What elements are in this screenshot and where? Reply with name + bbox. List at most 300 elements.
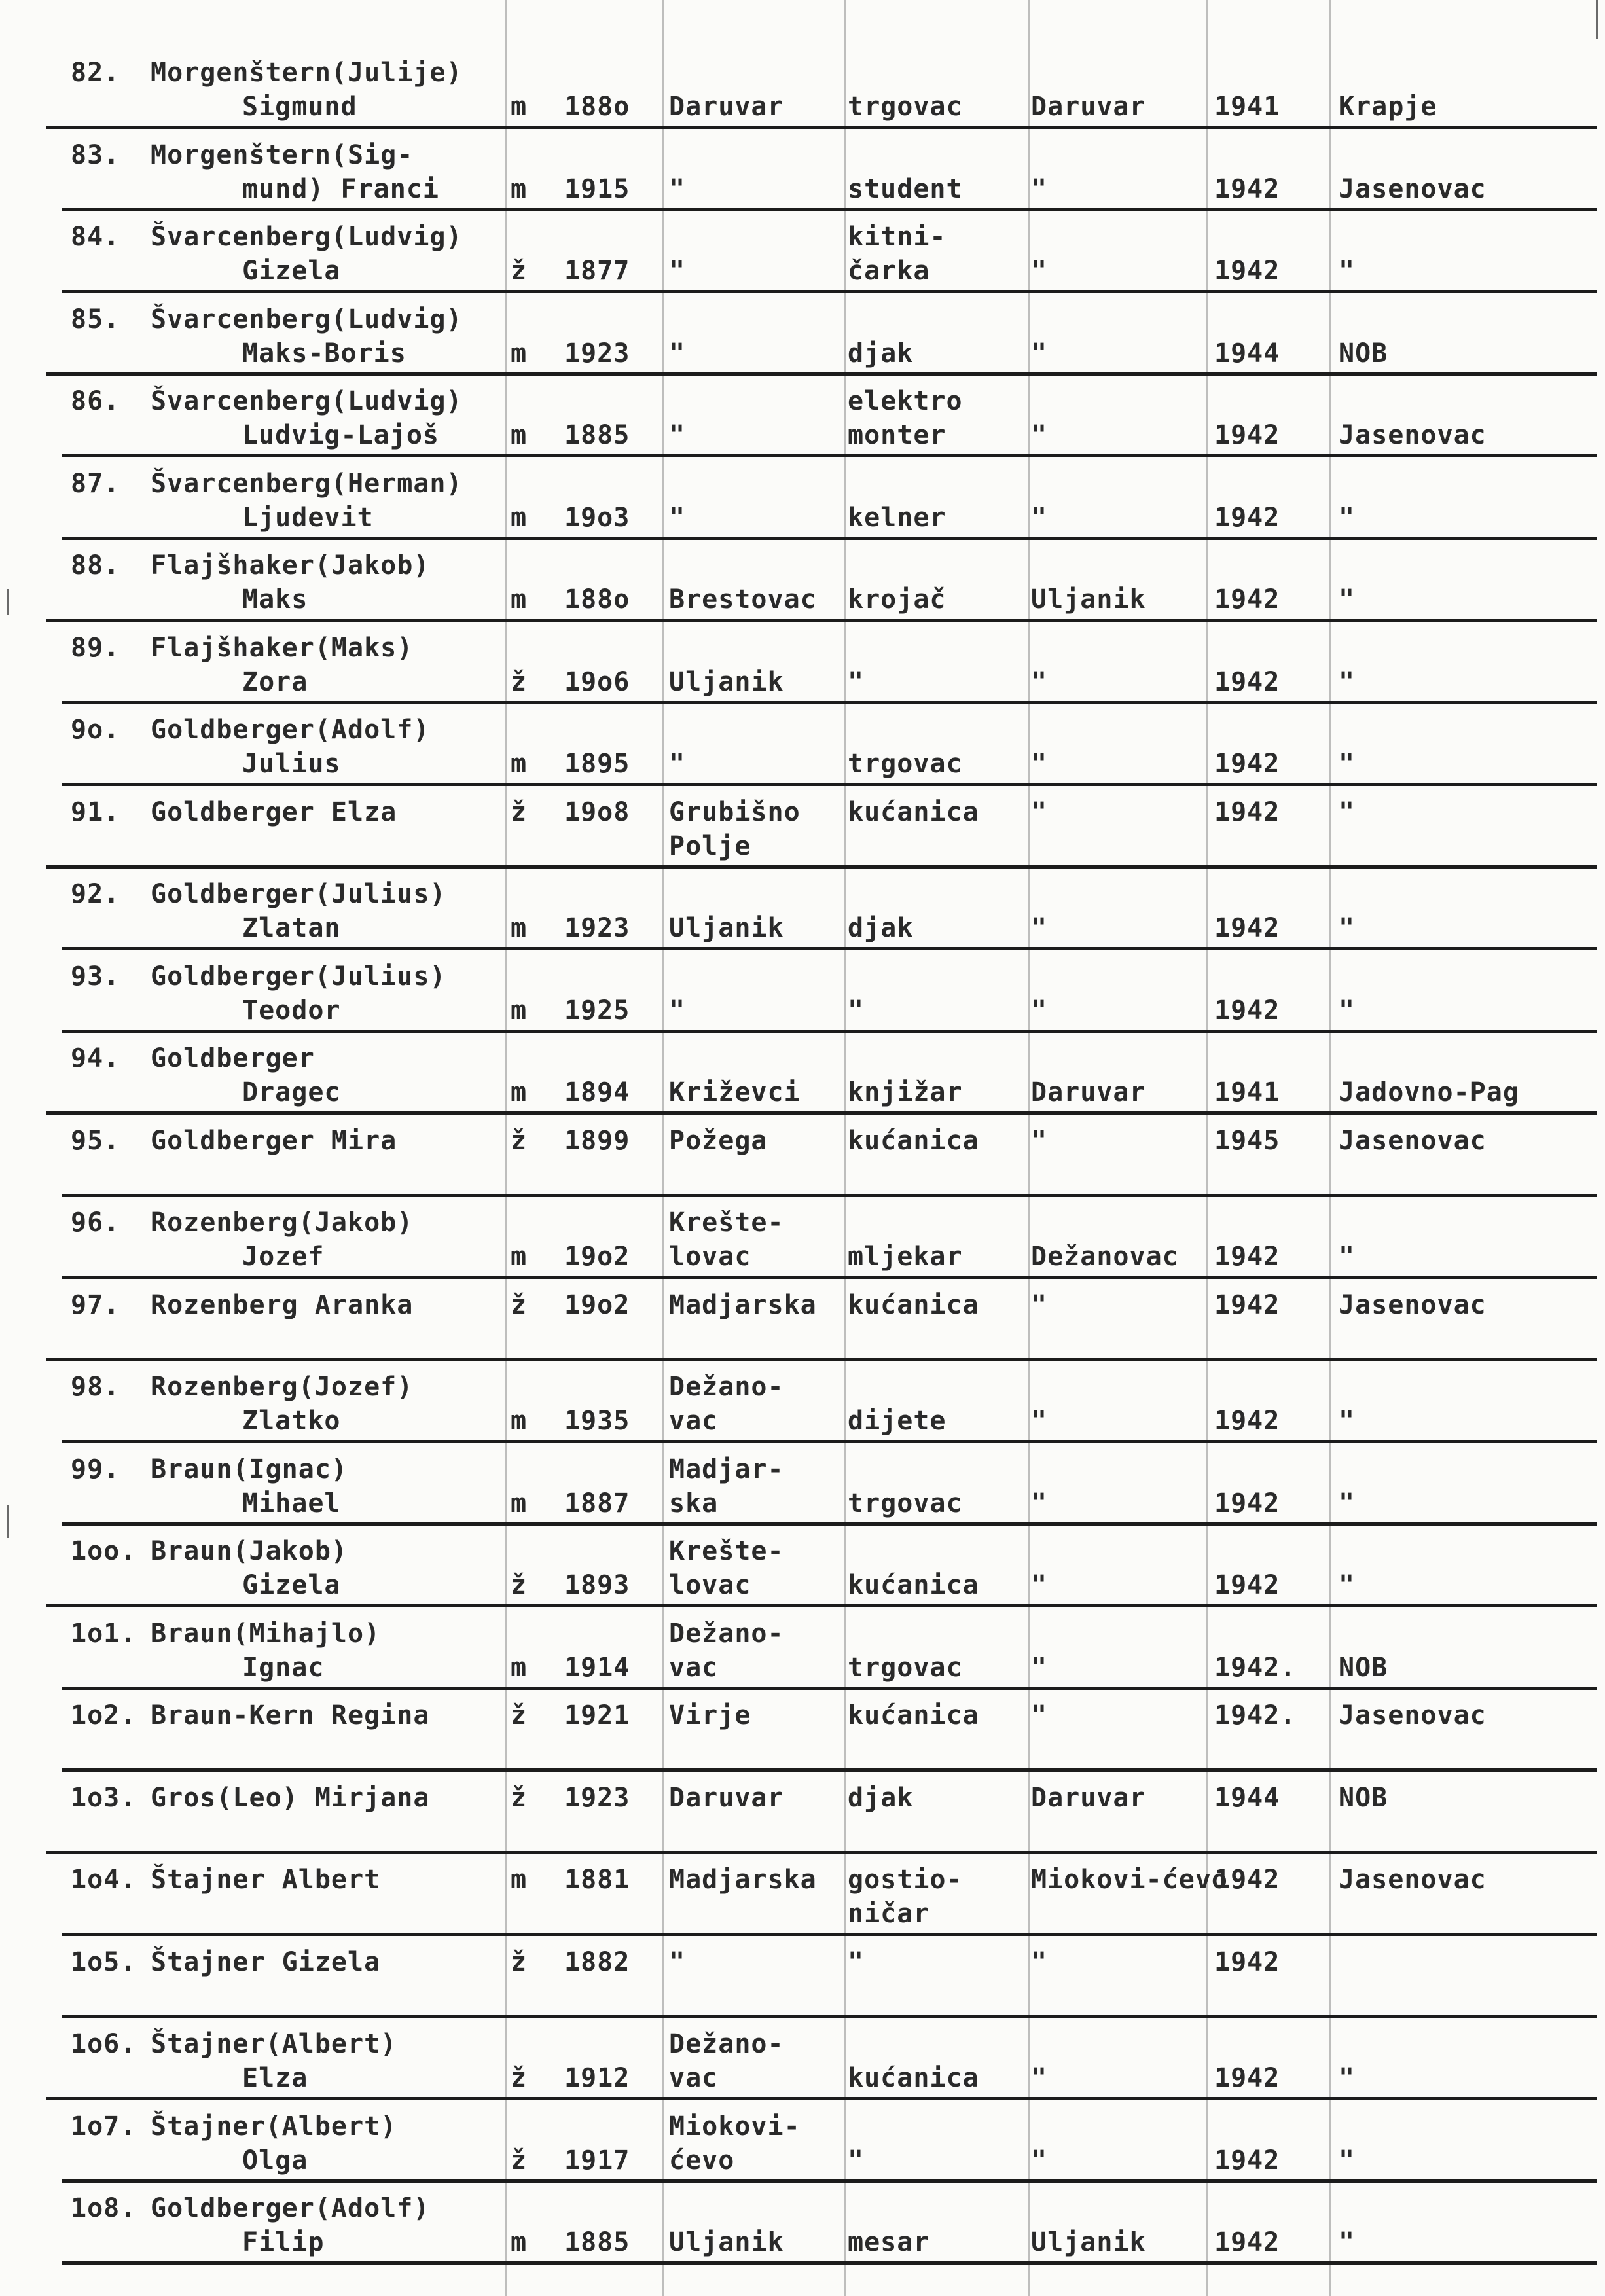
record-fate: " <box>1339 1570 1356 1600</box>
record-sex: m <box>511 1406 528 1436</box>
record-death-year: 1942 <box>1214 1289 1280 1320</box>
record-name-line2: Julius <box>242 749 341 779</box>
record-number: 93. <box>71 961 120 992</box>
row-underline <box>46 865 1597 869</box>
record-number: 88. <box>71 550 120 581</box>
record-death-year: 1942. <box>1214 1652 1297 1683</box>
record-name-line2: Maks <box>242 584 308 615</box>
record-row <box>0 545 1605 627</box>
record-death-year: 1942 <box>1214 584 1280 615</box>
record-fate: Jasenovac <box>1339 1700 1487 1731</box>
record-occupation-line1: gostio- <box>848 1865 963 1895</box>
record-sex: m <box>511 1077 528 1107</box>
record-residence: " <box>1031 420 1048 450</box>
record-birth-year: 19o2 <box>564 1242 630 1272</box>
record-death-year: 1944 <box>1214 1782 1280 1813</box>
record-birthplace-line2: ćevo <box>669 2145 735 2176</box>
row-underline <box>62 290 1597 293</box>
record-occupation: " <box>848 666 865 697</box>
record-sex: m <box>511 913 528 943</box>
record-birth-year: 1881 <box>564 1865 630 1895</box>
record-birthplace: Madjarska <box>669 1865 817 1895</box>
record-occupation-line2: čarka <box>848 256 930 286</box>
record-name-line1: Braun(Mihajlo) <box>151 1618 381 1649</box>
record-birthplace: Daruvar <box>669 1782 784 1813</box>
record-death-year: 1942 <box>1214 1946 1280 1977</box>
record-sex: m <box>511 1242 528 1272</box>
record-birth-year: 1877 <box>564 256 630 286</box>
record-number: 96. <box>71 1208 120 1238</box>
record-fate: " <box>1339 584 1356 615</box>
record-sex: m <box>511 502 528 533</box>
record-name-line1: Flajšhaker(Jakob) <box>151 550 430 581</box>
record-name-line1: Morgenštern(Sig- <box>151 139 414 170</box>
record-birth-year: 1887 <box>564 1488 630 1518</box>
record-name-line1: Braun(Ignac) <box>151 1454 348 1484</box>
record-birthplace: Virje <box>669 1700 751 1731</box>
record-birth-year: 1895 <box>564 749 630 779</box>
record-number: 1o1. <box>71 1618 137 1649</box>
record-name: Štajner Albert <box>151 1865 381 1895</box>
record-number: 95. <box>71 1125 120 1156</box>
row-underline <box>62 208 1597 211</box>
record-name-line2: Olga <box>242 2145 308 2176</box>
row-underline <box>62 1030 1597 1033</box>
record-sex: m <box>511 173 528 204</box>
record-birth-year: 1914 <box>564 1652 630 1683</box>
record-sex: ž <box>511 2145 528 2176</box>
record-sex: m <box>511 2227 528 2257</box>
record-birth-year: 1915 <box>564 173 630 204</box>
record-residence: " <box>1031 1406 1048 1436</box>
record-birthplace-line2: vac <box>669 1406 719 1436</box>
record-row <box>0 1942 1605 2024</box>
record-number: 84. <box>71 222 120 252</box>
row-underline <box>62 454 1597 457</box>
record-occupation: djak <box>848 913 914 943</box>
record-birthplace: " <box>669 749 686 779</box>
record-birthplace: " <box>669 502 686 533</box>
record-fate: " <box>1339 2145 1356 2176</box>
record-birthplace-line1: Dežano- <box>669 2029 784 2059</box>
record-name: Goldberger Elza <box>151 797 397 827</box>
record-death-year: 1942 <box>1214 1570 1280 1600</box>
record-name-line2: Zlatan <box>242 913 341 943</box>
record-residence: " <box>1031 256 1048 286</box>
record-row <box>0 135 1605 217</box>
record-number: 1o8. <box>71 2193 137 2223</box>
record-number: 85. <box>71 304 120 334</box>
record-death-year: 1942 <box>1214 173 1280 204</box>
record-birth-year: 1885 <box>564 2227 630 2257</box>
record-death-year: 1942 <box>1214 1406 1280 1436</box>
record-residence: " <box>1031 1488 1048 1518</box>
record-birthplace-line1: Dežano- <box>669 1618 784 1649</box>
record-name-line1: Morgenštern(Julije) <box>151 58 463 88</box>
record-birth-year: 1917 <box>564 2145 630 2176</box>
record-fate: Jasenovac <box>1339 420 1487 450</box>
record-name-line2: Sigmund <box>242 92 357 122</box>
record-fate: " <box>1339 1242 1356 1272</box>
record-birth-year: 1893 <box>564 1570 630 1600</box>
record-residence: " <box>1031 1652 1048 1683</box>
record-sex: ž <box>511 256 528 286</box>
record-birth-year: 1885 <box>564 420 630 450</box>
record-birthplace-line2: lovac <box>669 1242 751 1272</box>
record-birthplace-line1: Miokovi- <box>669 2111 801 2142</box>
record-name-line2: Ljudevit <box>242 502 374 533</box>
row-underline <box>62 1687 1597 1690</box>
record-birth-year: 19o2 <box>564 1289 630 1320</box>
record-fate: " <box>1339 1488 1356 1518</box>
record-fate: NOB <box>1339 338 1388 368</box>
record-name-line2: Gizela <box>242 1570 341 1600</box>
record-name-line1: Rozenberg(Jakob) <box>151 1208 414 1238</box>
record-name-line1: Braun(Jakob) <box>151 1536 348 1566</box>
record-fate: NOB <box>1339 1652 1388 1683</box>
row-underline <box>46 1604 1597 1607</box>
record-residence: Daruvar <box>1031 92 1146 122</box>
record-row <box>0 1038 1605 1120</box>
record-row <box>0 1367 1605 1448</box>
record-residence: " <box>1031 1570 1048 1600</box>
record-birthplace-line1: Madjar- <box>669 1454 784 1484</box>
record-occupation-line1: kitni- <box>848 222 947 252</box>
record-row <box>0 2106 1605 2188</box>
row-underline <box>62 1768 1597 1772</box>
record-row <box>0 463 1605 545</box>
record-death-year: 1941 <box>1214 92 1280 122</box>
record-birthplace: Uljanik <box>669 2227 784 2257</box>
record-name-line2: Filip <box>242 2227 325 2257</box>
record-name-line2: Ignac <box>242 1652 325 1683</box>
record-sex: m <box>511 749 528 779</box>
row-underline <box>46 1358 1597 1361</box>
record-birthplace-line2: vac <box>669 2063 719 2093</box>
record-occupation: trgovac <box>848 1488 963 1518</box>
record-number: 1o5. <box>71 1946 137 1977</box>
record-residence: " <box>1031 2145 1048 2176</box>
record-sex: m <box>511 420 528 450</box>
record-sex: ž <box>511 1782 528 1813</box>
row-underline <box>46 1851 1597 1854</box>
record-birthplace: " <box>669 1946 686 1977</box>
record-name-line2: Jozef <box>242 1242 325 1272</box>
record-number: 97. <box>71 1289 120 1320</box>
record-fate: Jadovno-Pag <box>1339 1077 1519 1107</box>
record-birth-year: 19o8 <box>564 797 630 827</box>
scan-edge-mark <box>1596 0 1598 39</box>
record-birthplace: Križevci <box>669 1077 801 1107</box>
record-row <box>0 1449 1605 1531</box>
record-number: 82. <box>71 58 120 88</box>
row-underline <box>62 783 1597 786</box>
record-residence: " <box>1031 1125 1048 1156</box>
record-sex: m <box>511 92 528 122</box>
record-death-year: 1944 <box>1214 338 1280 368</box>
row-underline <box>62 1276 1597 1279</box>
record-fate: " <box>1339 913 1356 943</box>
record-number: 1o3. <box>71 1782 137 1813</box>
record-birthplace-line1: Grubišno <box>669 797 801 827</box>
row-underline <box>62 1522 1597 1526</box>
record-row <box>0 1778 1605 1859</box>
record-birthplace-line2: vac <box>669 1652 719 1683</box>
record-name-line2: Dragec <box>242 1077 341 1107</box>
record-fate: " <box>1339 2227 1356 2257</box>
record-name-line2: Ludvig-Lajoš <box>242 420 439 450</box>
record-row <box>0 874 1605 956</box>
record-death-year: 1942 <box>1214 2063 1280 2093</box>
record-birth-year: 1899 <box>564 1125 630 1156</box>
record-residence: Daruvar <box>1031 1077 1146 1107</box>
record-death-year: 1942 <box>1214 1488 1280 1518</box>
record-row <box>0 1121 1605 1202</box>
record-sex: m <box>511 584 528 615</box>
record-sex: ž <box>511 1946 528 1977</box>
record-occupation: dijete <box>848 1406 947 1436</box>
record-number: 98. <box>71 1372 120 1402</box>
record-occupation: krojač <box>848 584 947 615</box>
record-fate: " <box>1339 797 1356 827</box>
row-underline <box>46 619 1597 622</box>
record-number: 89. <box>71 632 120 663</box>
record-row <box>0 1695 1605 1777</box>
record-number: 1o2. <box>71 1700 137 1731</box>
record-birthplace-line2: ska <box>669 1488 719 1518</box>
record-occupation: trgovac <box>848 1652 963 1683</box>
record-birthplace: " <box>669 173 686 204</box>
record-occupation: trgovac <box>848 749 963 779</box>
record-birthplace: Uljanik <box>669 666 784 697</box>
record-name-line1: Goldberger <box>151 1043 315 1073</box>
row-underline <box>46 372 1597 376</box>
record-name-line1: Švarcenberg(Ludvig) <box>151 386 463 416</box>
record-number: 1o6. <box>71 2029 137 2059</box>
record-residence: Uljanik <box>1031 584 1146 615</box>
record-name-line1: Goldberger(Adolf) <box>151 2193 430 2223</box>
row-underline <box>62 537 1597 540</box>
record-birthplace: Daruvar <box>669 92 784 122</box>
record-fate: Jasenovac <box>1339 1125 1487 1156</box>
record-residence: Uljanik <box>1031 2227 1146 2257</box>
record-sex: ž <box>511 1289 528 1320</box>
record-fate: Krapje <box>1339 92 1437 122</box>
record-fate: " <box>1339 666 1356 697</box>
record-name-line1: Švarcenberg(Herman) <box>151 468 463 499</box>
record-birthplace: Brestovac <box>669 584 817 615</box>
record-row <box>0 709 1605 791</box>
record-row <box>0 956 1605 1038</box>
record-birthplace-line2: lovac <box>669 1570 751 1600</box>
record-name-line1: Rozenberg(Jozef) <box>151 1372 414 1402</box>
record-number: 83. <box>71 139 120 170</box>
record-occupation-line1: elektro <box>848 386 963 416</box>
record-residence: " <box>1031 1946 1048 1977</box>
record-number: 1o7. <box>71 2111 137 2142</box>
record-death-year: 1942. <box>1214 1700 1297 1731</box>
row-underline <box>62 2179 1597 2183</box>
record-occupation: kućanica <box>848 1570 979 1600</box>
record-occupation: djak <box>848 338 914 368</box>
record-death-year: 1942 <box>1214 1242 1280 1272</box>
record-number: 94. <box>71 1043 120 1073</box>
row-underline <box>62 701 1597 704</box>
record-row <box>0 2024 1605 2106</box>
record-occupation: " <box>848 1946 865 1977</box>
record-residence: " <box>1031 797 1048 827</box>
record-birth-year: 1935 <box>564 1406 630 1436</box>
record-residence: " <box>1031 995 1048 1026</box>
record-residence: Daruvar <box>1031 1782 1146 1813</box>
record-number: 92. <box>71 879 120 909</box>
record-row <box>0 792 1605 874</box>
record-name-line1: Goldberger(Adolf) <box>151 715 430 745</box>
record-occupation: kelner <box>848 502 947 533</box>
record-number: 1o4. <box>71 1865 137 1895</box>
record-residence: " <box>1031 1700 1048 1731</box>
record-birthplace: Požega <box>669 1125 768 1156</box>
record-birthplace-line1: Dežano- <box>669 1372 784 1402</box>
record-name: Braun-Kern Regina <box>151 1700 430 1731</box>
row-underline <box>62 947 1597 950</box>
record-name: Gros(Leo) Mirjana <box>151 1782 430 1813</box>
record-name-line1: Švarcenberg(Ludvig) <box>151 222 463 252</box>
record-occupation-line2: monter <box>848 420 947 450</box>
record-death-year: 1942 <box>1214 797 1280 827</box>
record-occupation: kućanica <box>848 1289 979 1320</box>
record-name-line2: mund) Franci <box>242 173 439 204</box>
record-row <box>0 1859 1605 1941</box>
record-birth-year: 1923 <box>564 913 630 943</box>
record-number: 91. <box>71 797 120 827</box>
record-fate: " <box>1339 2063 1356 2093</box>
record-name-line1: Goldberger(Julius) <box>151 961 446 992</box>
record-birthplace-line1: Krešte- <box>669 1536 784 1566</box>
record-fate: " <box>1339 749 1356 779</box>
record-occupation: kućanica <box>848 797 979 827</box>
record-name-line1: Flajšhaker(Maks) <box>151 632 414 663</box>
record-name-line1: Švarcenberg(Ludvig) <box>151 304 463 334</box>
record-birth-year: 1882 <box>564 1946 630 1977</box>
record-name-line2: Zora <box>242 666 308 697</box>
row-underline <box>46 1111 1597 1115</box>
record-fate: Jasenovac <box>1339 1289 1487 1320</box>
record-name: Štajner Gizela <box>151 1946 381 1977</box>
record-name-line2: Mihael <box>242 1488 341 1518</box>
record-residence: " <box>1031 2063 1048 2093</box>
record-occupation: knjižar <box>848 1077 963 1107</box>
record-name-line1: Goldberger(Julius) <box>151 879 446 909</box>
record-occupation: kućanica <box>848 1125 979 1156</box>
row-underline <box>62 2015 1597 2018</box>
record-row <box>0 1285 1605 1367</box>
record-birth-year: 1923 <box>564 1782 630 1813</box>
record-name-line2: Maks-Boris <box>242 338 406 368</box>
record-occupation: trgovac <box>848 92 963 122</box>
row-underline <box>62 1933 1597 1936</box>
record-occupation: mesar <box>848 2227 930 2257</box>
record-fate: Jasenovac <box>1339 173 1487 204</box>
record-death-year: 1941 <box>1214 1077 1280 1107</box>
record-birth-year: 1894 <box>564 1077 630 1107</box>
record-fate: " <box>1339 995 1356 1026</box>
record-birth-year: 188o <box>564 584 630 615</box>
record-occupation: " <box>848 995 865 1026</box>
record-name-line2: Elza <box>242 2063 308 2093</box>
record-name-line2: Gizela <box>242 256 341 286</box>
record-sex: m <box>511 1865 528 1895</box>
record-death-year: 1942 <box>1214 502 1280 533</box>
row-underline <box>46 2097 1597 2100</box>
record-sex: ž <box>511 797 528 827</box>
record-number: 86. <box>71 386 120 416</box>
record-fate: " <box>1339 502 1356 533</box>
record-row <box>0 52 1605 134</box>
record-residence: Miokovi-ćevo <box>1031 1865 1228 1895</box>
record-fate: Jasenovac <box>1339 1865 1487 1895</box>
record-birth-year: 188o <box>564 92 630 122</box>
record-birthplace-line1: Krešte- <box>669 1208 784 1238</box>
record-death-year: 1942 <box>1214 749 1280 779</box>
record-number: 99. <box>71 1454 120 1484</box>
record-residence: " <box>1031 173 1048 204</box>
record-fate: NOB <box>1339 1782 1388 1813</box>
record-name-line2: Teodor <box>242 995 341 1026</box>
record-sex: m <box>511 1488 528 1518</box>
record-name-line2: Zlatko <box>242 1406 341 1436</box>
record-name: Goldberger Mira <box>151 1125 397 1156</box>
record-sex: m <box>511 995 528 1026</box>
row-underline <box>62 1440 1597 1443</box>
record-number: 1oo. <box>71 1536 137 1566</box>
row-underline <box>46 126 1597 129</box>
record-name-line1: Štajner(Albert) <box>151 2029 397 2059</box>
record-sex: ž <box>511 666 528 697</box>
record-sex: m <box>511 1652 528 1683</box>
record-name-line1: Štajner(Albert) <box>151 2111 397 2142</box>
record-birthplace: " <box>669 256 686 286</box>
record-number: 9o. <box>71 715 120 745</box>
row-underline <box>62 1194 1597 1197</box>
record-number: 87. <box>71 468 120 499</box>
record-occupation: mljekar <box>848 1242 963 1272</box>
record-residence: " <box>1031 666 1048 697</box>
record-row <box>0 381 1605 463</box>
record-residence: " <box>1031 1289 1048 1320</box>
record-birthplace: " <box>669 995 686 1026</box>
record-death-year: 1942 <box>1214 2145 1280 2176</box>
record-row <box>0 1202 1605 1284</box>
record-row <box>0 1531 1605 1613</box>
record-death-year: 1942 <box>1214 256 1280 286</box>
record-birth-year: 19o6 <box>564 666 630 697</box>
record-sex: ž <box>511 2063 528 2093</box>
record-fate: " <box>1339 1406 1356 1436</box>
record-residence: " <box>1031 338 1048 368</box>
record-birthplace-line2: Polje <box>669 831 751 861</box>
record-row <box>0 2188 1605 2270</box>
record-birth-year: 19o3 <box>564 502 630 533</box>
record-occupation: kućanica <box>848 2063 979 2093</box>
record-occupation: djak <box>848 1782 914 1813</box>
record-residence: " <box>1031 913 1048 943</box>
record-sex: ž <box>511 1570 528 1600</box>
record-residence: " <box>1031 502 1048 533</box>
record-birthplace: Uljanik <box>669 913 784 943</box>
record-birthplace: " <box>669 420 686 450</box>
record-row <box>0 1613 1605 1695</box>
